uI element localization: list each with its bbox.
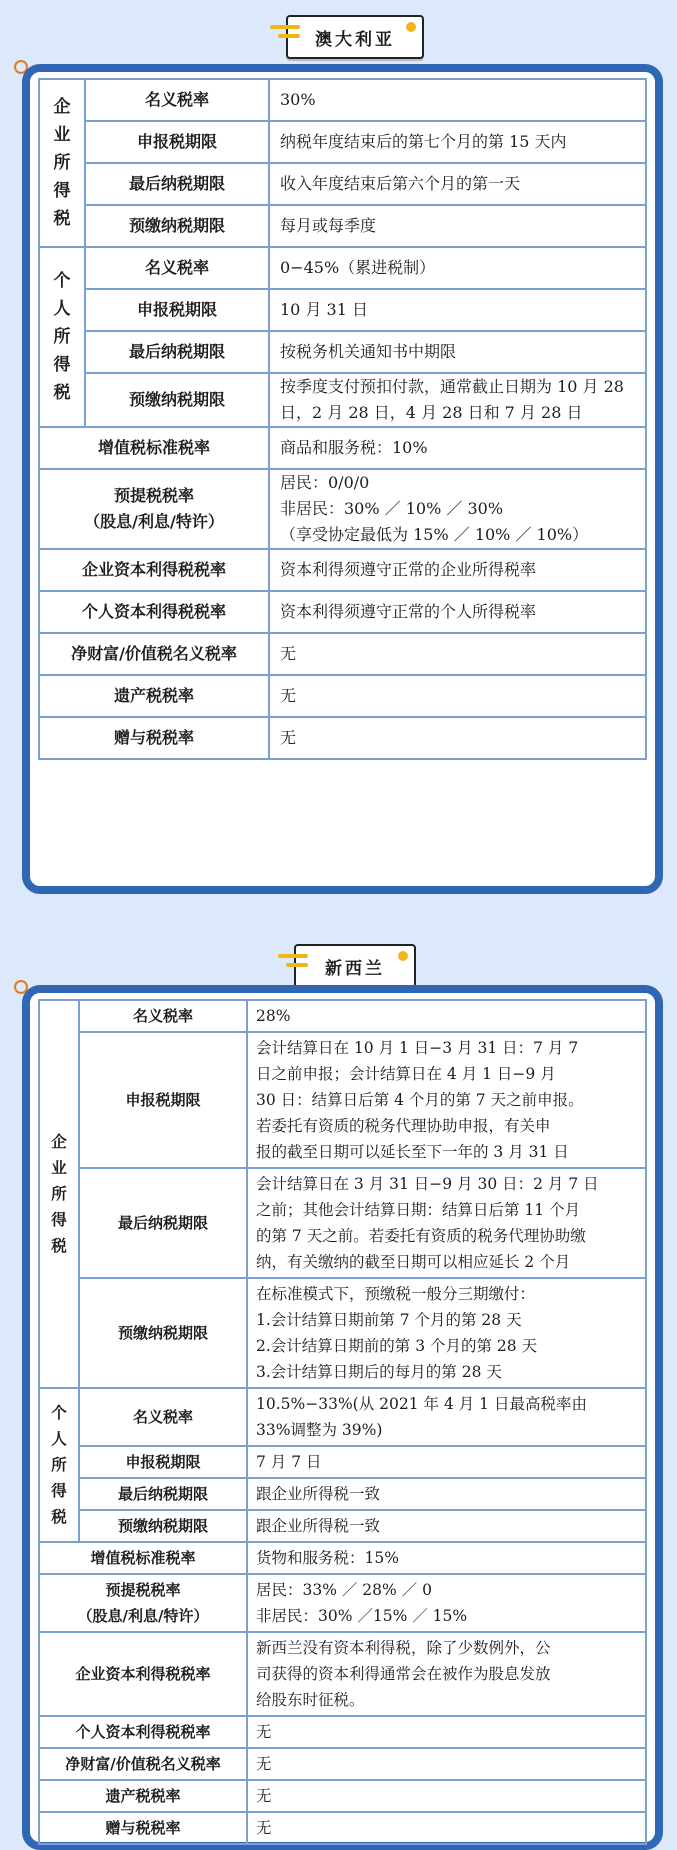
cell-text-line: 10.5%−33%(从 2021 年 4 月 1 日最高税率由: [256, 1395, 587, 1413]
category-char: 企: [53, 97, 71, 117]
row-label: 预缴纳税期限: [85, 205, 269, 247]
other-tax-row: [39, 1780, 646, 1812]
cell-text-line: 增值税标准税率: [90, 1549, 196, 1567]
cell-text-line: 商品和服务税：10%: [280, 438, 428, 457]
category-char: 所: [51, 1185, 67, 1203]
row-value: [247, 1000, 646, 1032]
row-value: [247, 1812, 646, 1844]
row-label: 个人资本利得税税率: [39, 591, 269, 633]
cell-text-line: 非居民：30% ／15% ／ 15%: [256, 1607, 468, 1625]
cell-text-line: 个人资本利得税税率: [75, 1723, 211, 1741]
cell-text-line: 居民：0/0/0: [280, 473, 370, 492]
individual-tax-row: [39, 1388, 646, 1446]
individual-tax-row: [39, 331, 646, 373]
other-tax-row: [39, 1748, 646, 1780]
cell-text-line: 7 月 7 日: [256, 1453, 322, 1471]
row-value: [247, 1574, 646, 1632]
corporate-tax-row: [39, 1168, 646, 1278]
corporate-tax-row: [39, 163, 646, 205]
cell-text-line: 之前；其他会计结算日期：结算日后第 11 个月: [256, 1201, 581, 1219]
row-value: 按季度支付预扣付款，通常截止日期为 10 月 28 日，2 月 28 日，4 月 28 日和 7 月 28 日: [269, 373, 646, 427]
category-char: 所: [53, 153, 71, 173]
corporate-tax-row: [39, 1278, 646, 1388]
row-label: [39, 1780, 247, 1812]
cell-text-line: 在标准模式下，预缴税一般分三期缴付：: [256, 1285, 536, 1303]
new-zealand-title: 新西兰: [325, 958, 385, 979]
category-char: 税: [53, 383, 71, 403]
row-label: 遗产税税率: [39, 675, 269, 717]
cell-text-line: 预提税税率: [113, 486, 194, 505]
row-value: [247, 1542, 646, 1574]
row-value: [269, 549, 646, 591]
cell-text-line: 资本利得须遵守正常的企业所得税率: [280, 560, 537, 579]
cell-text-line: 无: [256, 1755, 272, 1773]
individual-tax-row: [39, 1446, 646, 1478]
category-char: 业: [51, 1159, 67, 1177]
cell-text-line: 预提税税率: [105, 1581, 181, 1599]
decor-bars-icon: [278, 954, 308, 972]
row-label: [39, 1716, 247, 1748]
other-tax-row: [39, 633, 646, 675]
other-tax-row: [39, 1542, 646, 1574]
cell-text-line: 的第 7 天之前。若委托有资质的税务代理协助缴: [256, 1227, 586, 1245]
cell-text-line: 无: [256, 1787, 272, 1805]
australia-title: 澳大利亚: [315, 29, 395, 50]
other-tax-row: [39, 1632, 646, 1716]
row-label: 名义税率: [85, 79, 269, 121]
row-value: 收入年度结束后第六个月的第一天: [269, 163, 646, 205]
individual-tax-category: [39, 1388, 79, 1542]
row-value: [247, 1388, 646, 1446]
cell-text-line: （享受协定最低为 15% ／ 10% ／ 10%）: [280, 525, 589, 544]
category-char: 人: [51, 1430, 67, 1448]
corporate-tax-row: [39, 1032, 646, 1168]
row-label: 最后纳税期限: [85, 163, 269, 205]
cell-text-line: 日之前申报；会计结算日在 4 月 1 日−9 月: [256, 1065, 556, 1083]
row-label: [39, 1574, 247, 1632]
cell-text-line: 给股东时征税。: [256, 1691, 365, 1709]
category-char: 个: [51, 1404, 67, 1422]
cell-text-line: 28%: [256, 1007, 291, 1025]
australia-table-frame: [22, 64, 663, 894]
corporate-tax-category: [39, 1000, 79, 1388]
other-tax-row: [39, 1812, 646, 1844]
category-char: 税: [53, 209, 71, 229]
row-label: 净财富/价值税名义税率: [39, 633, 269, 675]
cell-text-line: 33%调整为 39%): [256, 1421, 383, 1439]
category-char: 得: [51, 1482, 67, 1500]
cell-text-line: 资本利得须遵守正常的个人所得税率: [280, 602, 537, 621]
row-value: [269, 591, 646, 633]
row-value: [247, 1510, 646, 1542]
row-value: [269, 717, 646, 759]
row-value: [247, 1748, 646, 1780]
cell-text-line: 遗产税税率: [105, 1787, 181, 1805]
new-zealand-table-frame: [22, 985, 663, 1850]
row-label: 名义税率: [79, 1388, 247, 1446]
cell-text-line: 新西兰没有资本利得税，除了少数例外，公: [256, 1639, 551, 1657]
row-value: [247, 1780, 646, 1812]
corporate-tax-row: [39, 1000, 646, 1032]
row-value: [269, 427, 646, 469]
category-char: 企: [51, 1133, 67, 1151]
row-label: 预缴纳税期限: [85, 373, 269, 427]
cell-text-line: 司获得的资本利得通常会在被作为股息发放: [256, 1665, 551, 1683]
row-value: [269, 633, 646, 675]
cell-text-line: 若委托有资质的税务代理协助申报，有关申: [256, 1117, 551, 1135]
row-value: 0−45%（累进税制）: [269, 247, 646, 289]
row-value: [247, 1632, 646, 1716]
cell-text-line: 纳，有关缴纳的截至日期可以相应延长 2 个月: [256, 1253, 571, 1271]
category-char: 税: [51, 1237, 67, 1255]
other-tax-row: [39, 427, 646, 469]
cell-text-line: 非居民：30% ／ 10% ／ 30%: [280, 499, 504, 518]
row-value: [247, 1032, 646, 1168]
cell-text-line: 无: [280, 644, 297, 663]
cell-text-line: （股息/利息/特许）: [77, 1607, 209, 1625]
row-value: [247, 1446, 646, 1478]
cell-text-line: 3.会计结算日期后的每月的第 28 天: [256, 1363, 502, 1381]
individual-tax-row: [39, 289, 646, 331]
corporate-tax-row: [39, 205, 646, 247]
cell-text-line: 会计结算日在 10 月 1 日−3 月 31 日：7 月 7: [256, 1039, 579, 1057]
row-label: 名义税率: [85, 247, 269, 289]
row-value: 纳税年度结束后的第七个月的第 15 天内: [269, 121, 646, 163]
row-value: [269, 469, 646, 549]
row-label: [39, 1542, 247, 1574]
category-char: 税: [51, 1508, 67, 1526]
cell-text-line: 无: [256, 1819, 272, 1837]
individual-tax-row: [39, 1478, 646, 1510]
cell-text-line: 跟企业所得税一致: [256, 1517, 381, 1535]
row-value: [247, 1168, 646, 1278]
row-label: 申报税期限: [85, 121, 269, 163]
cell-text-line: 无: [256, 1723, 272, 1741]
new-zealand-tax-table: [38, 999, 647, 1845]
other-tax-row: [39, 717, 646, 759]
row-label: 申报税期限: [79, 1446, 247, 1478]
row-value: [247, 1478, 646, 1510]
row-label: 预缴纳税期限: [79, 1278, 247, 1388]
row-value: [247, 1716, 646, 1748]
cell-text-line: 赠与税税率: [105, 1819, 181, 1837]
individual-tax-row: [39, 373, 646, 427]
row-value: [247, 1278, 646, 1388]
corporate-tax-row: [39, 121, 646, 163]
row-value: 30%: [269, 79, 646, 121]
other-tax-row: [39, 469, 646, 549]
cell-text-line: 1.会计结算日期前第 7 个月的第 28 天: [256, 1311, 522, 1329]
row-label: 最后纳税期限: [79, 1478, 247, 1510]
row-label: 最后纳税期限: [85, 331, 269, 373]
row-label: 名义税率: [79, 1000, 247, 1032]
row-label: 预缴纳税期限: [79, 1510, 247, 1542]
cell-text-line: 30 日：结算日后第 4 个月的第 7 天之前申报。: [256, 1091, 584, 1109]
cell-text-line: 跟企业所得税一致: [256, 1485, 381, 1503]
cell-text-line: 货物和服务税：15%: [256, 1549, 399, 1567]
row-value: 每月或每季度: [269, 205, 646, 247]
other-tax-row: [39, 549, 646, 591]
cell-text-line: 报的截至日期可以延长至下一年的 3 月 31 日: [256, 1143, 569, 1161]
row-label: 申报税期限: [79, 1032, 247, 1168]
other-tax-row: [39, 1716, 646, 1748]
australia-title-badge: [286, 15, 424, 59]
decor-bars-icon: [270, 25, 300, 43]
row-label: 企业资本利得税税率: [39, 549, 269, 591]
other-tax-row: [39, 591, 646, 633]
row-label: [39, 469, 269, 549]
row-label: [39, 1812, 247, 1844]
other-tax-row: [39, 1574, 646, 1632]
row-value: 按税务机关通知书中期限: [269, 331, 646, 373]
category-char: 个: [53, 271, 71, 291]
corporate-tax-category: [39, 79, 85, 247]
other-tax-row: [39, 675, 646, 717]
cell-text-line: （股息/利息/特许）: [84, 512, 224, 531]
row-label: [39, 1632, 247, 1716]
new-zealand-title-badge: [294, 944, 416, 988]
cell-text-line: 2.会计结算日期前的第 3 个月的第 28 天: [256, 1337, 538, 1355]
cell-text-line: 企业资本利得税税率: [75, 1665, 211, 1683]
individual-tax-category: [39, 247, 85, 427]
cell-text-line: 无: [280, 686, 297, 705]
row-label: 最后纳税期限: [79, 1168, 247, 1278]
individual-tax-row: [39, 1510, 646, 1542]
cell-text-line: 居民：33% ／ 28% ／ 0: [256, 1581, 432, 1599]
row-label: 增值税标准税率: [39, 427, 269, 469]
row-value: [269, 675, 646, 717]
decor-dot-icon: [406, 22, 416, 32]
cell-text-line: 会计结算日在 3 月 31 日−9 月 30 日：2 月 7 日: [256, 1175, 599, 1193]
individual-tax-row: [39, 247, 646, 289]
cell-text-line: 无: [280, 728, 297, 747]
category-char: 得: [53, 355, 71, 375]
category-char: 所: [53, 327, 71, 347]
row-value: 10 月 31 日: [269, 289, 646, 331]
row-label: [39, 1748, 247, 1780]
category-char: 人: [53, 299, 71, 319]
category-char: 所: [51, 1456, 67, 1474]
row-label: 赠与税税率: [39, 717, 269, 759]
row-label: 申报税期限: [85, 289, 269, 331]
australia-tax-table: [38, 78, 647, 760]
decor-dot-icon: [398, 951, 408, 961]
corporate-tax-row: [39, 79, 646, 121]
category-char: 得: [51, 1211, 67, 1229]
cell-text-line: 净财富/价值税名义税率: [65, 1755, 221, 1773]
category-char: 业: [53, 125, 71, 145]
category-char: 得: [53, 181, 71, 201]
